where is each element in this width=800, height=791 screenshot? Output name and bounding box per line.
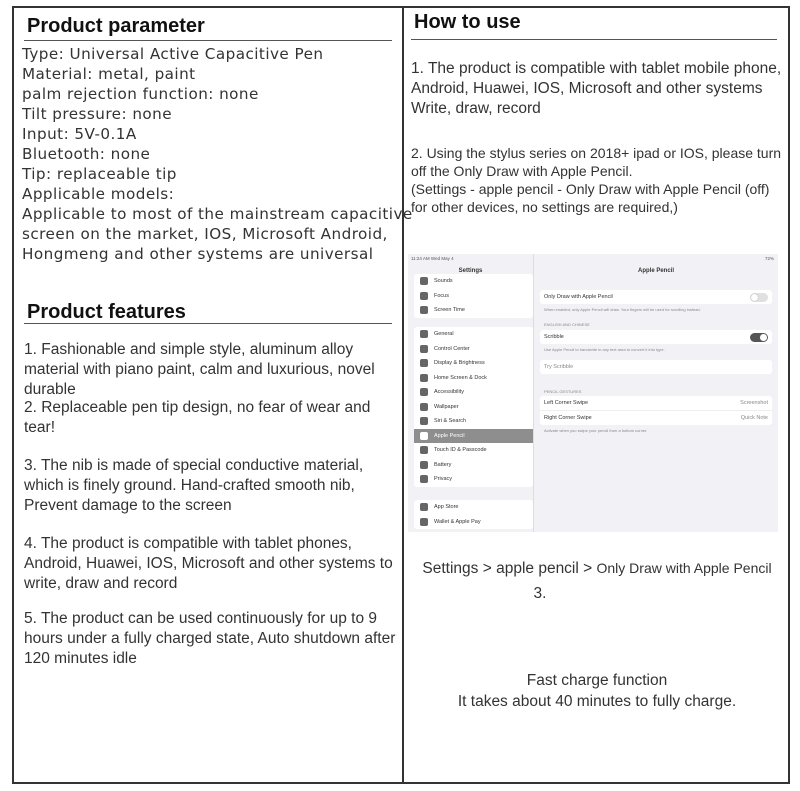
pencil-icon: [420, 432, 428, 440]
pane-title: Apple Pencil: [637, 268, 674, 274]
path-text: Settings > apple pencil >: [422, 560, 597, 577]
siri-icon: [420, 417, 428, 425]
hourglass-icon: [420, 306, 428, 314]
sidebar-item-accessibility[interactable]: [414, 385, 533, 400]
step-1-text: 1. The product is compatible with tablet mobile phone, Android, Huawei, IOS, Microsoft and other systems Write, draw, record: [411, 60, 782, 117]
feature-item: 4. The product is compatible with tablet phones, Android, Huawei, IOS, Microsoft and other systems to write, draw and record: [24, 535, 393, 592]
only-draw-row[interactable]: [540, 290, 772, 304]
param-line: Type: Universal Active Capacitive Pen: [22, 45, 324, 63]
grid-icon: [420, 374, 428, 382]
sidebar-item-label: Battery: [434, 461, 452, 468]
moon-icon: [420, 292, 428, 300]
settings-group: [540, 360, 772, 374]
sidebar-item-display[interactable]: [414, 356, 533, 371]
heading-underline: [24, 40, 392, 41]
sidebar-item-label: Display & Brightness: [434, 360, 485, 367]
param-line: palm rejection function: none: [22, 85, 259, 103]
sidebar-item-label: Wallet & Apple Pay: [434, 518, 481, 525]
sidebar-item-label: Home Screen & Dock: [434, 374, 487, 381]
right-swipe-row[interactable]: [540, 411, 772, 425]
gestures-note: Activate when you swipe your pencil from a bottom corner.: [544, 428, 648, 433]
sidebar-item-sounds[interactable]: [414, 274, 533, 289]
row-value: Quick Note: [740, 415, 768, 421]
row-label: Only Draw with Apple Pencil: [544, 294, 613, 300]
param-line: Applicable to most of the mainstream capacitive: [22, 205, 413, 223]
param-line: Material: metal, paint: [22, 65, 196, 83]
feature-item: 1. Fashionable and simple style, aluminum alloy material with piano paint, calm and luxurious, novel durable: [24, 341, 375, 398]
param-line: screen on the market, IOS, Microsoft Android,: [22, 225, 388, 243]
sidebar-item-control-center[interactable]: [414, 342, 533, 357]
feature-item: 2. Replaceable pen tip design, no fear of wear and tear!: [24, 399, 371, 436]
fast-charge-text: It takes about 40 minutes to fully charge.: [457, 693, 737, 710]
sidebar-item-siri[interactable]: [414, 414, 533, 429]
sidebar-item-label: General: [434, 331, 454, 338]
step-3-label: 3.: [533, 585, 547, 602]
sidebar-item-label: Privacy: [434, 476, 453, 483]
sidebar-item-label: Accessibility: [434, 389, 464, 396]
sidebar-item-touch-id[interactable]: [414, 443, 533, 458]
product-features-heading: Product features: [27, 301, 186, 323]
only-draw-toggle[interactable]: [750, 293, 768, 302]
row-label: Try Scribble: [544, 364, 574, 370]
sidebar-item-wallet[interactable]: [414, 515, 533, 530]
param-line: Applicable models:: [22, 185, 175, 203]
sidebar-item-screen-time[interactable]: [414, 303, 533, 318]
scribble-note: Use Apple Pencil to handwrite in any text area to convert it into type.: [544, 347, 665, 352]
heading-underline: [24, 323, 392, 324]
param-line: Tip: replaceable tip: [22, 165, 177, 183]
sidebar-item-label: Screen Time: [434, 307, 465, 314]
battery-icon: [420, 461, 428, 469]
wallet-icon: [420, 518, 428, 526]
path-text-end: Only Draw with Apple Pencil: [596, 560, 772, 576]
row-value: Screenshot: [740, 400, 768, 406]
app-store-icon: [420, 503, 428, 511]
how-to-use-heading: How to use: [414, 11, 521, 33]
row-label: Left Corner Swipe: [544, 400, 589, 406]
row-label: Right Corner Swipe: [544, 415, 592, 421]
sidebar-item-battery[interactable]: [414, 458, 533, 473]
sidebar-group: [414, 274, 533, 318]
sidebar-group: [414, 327, 533, 487]
sidebar-item-label: Apple Pencil: [434, 432, 465, 439]
sounds-icon: [420, 277, 428, 285]
param-line: Tilt pressure: none: [22, 105, 173, 123]
only-draw-note: When enabled, only Apple Pencil will draw. Your fingers will be used for scrolling instead.: [544, 307, 701, 312]
step-2-text: 2. Using the stylus series on 2018+ ipad or IOS, please turn off the Only Draw with Apple Pencil.: [411, 145, 782, 179]
product-parameter-heading: Product parameter: [27, 15, 205, 37]
settings-sidebar: [408, 254, 534, 532]
brightness-icon: [420, 359, 428, 367]
try-scribble-row[interactable]: [540, 360, 772, 374]
fast-charge-title: Fast charge function: [526, 672, 668, 689]
step-2-note: (Settings - apple pencil - Only Draw with Apple Pencil (off) for other devices, no settings are required,): [411, 181, 770, 215]
row-label: Scribble: [544, 334, 564, 340]
sidebar-item-apple-pencil[interactable]: [414, 429, 533, 444]
left-swipe-row[interactable]: [540, 396, 772, 411]
scribble-row[interactable]: [540, 330, 772, 344]
sidebar-item-label: Control Center: [434, 345, 470, 352]
param-line: Input: 5V-0.1A: [22, 125, 137, 143]
fingerprint-icon: [420, 446, 428, 454]
hand-icon: [420, 475, 428, 483]
settings-group: [540, 290, 772, 304]
section-header: PENCIL GESTURES: [544, 389, 582, 394]
accessibility-icon: [420, 388, 428, 396]
settings-path: [404, 558, 790, 579]
heading-underline: [411, 39, 777, 40]
feature-item: 3. The nib is made of special conductive material, which is finely ground. Hand-crafted smooth nib, Prevent damage to the screen: [24, 457, 364, 514]
section-header: ENGLISH AND CHINESE: [544, 322, 590, 327]
sidebar-item-label: Sounds: [434, 278, 453, 285]
sidebar-item-app-store[interactable]: [414, 500, 533, 515]
scribble-toggle[interactable]: [750, 333, 768, 342]
status-time: 11:24 AM Wed May 4: [411, 256, 454, 261]
settings-group: [540, 330, 772, 344]
status-battery: 72%: [764, 256, 774, 261]
sidebar-item-label: Touch ID & Passcode: [434, 447, 487, 454]
sidebar-item-label: Wallpaper: [434, 403, 459, 410]
gear-icon: [420, 330, 428, 338]
feature-item: 5. The product can be used continuously for up to 9 hours under a fully charged state, Auto shutdown after 120 minutes idle: [24, 610, 396, 667]
flower-icon: [420, 403, 428, 411]
sidebar-item-general[interactable]: [414, 327, 533, 342]
apple-pencil-pane: [534, 254, 778, 532]
toggles-icon: [420, 345, 428, 353]
sidebar-item-label: Focus: [434, 292, 449, 299]
sidebar-group: [414, 500, 533, 529]
sidebar-item-wallpaper[interactable]: [414, 400, 533, 415]
sidebar-item-label: Siri & Search: [434, 418, 467, 425]
settings-group: [540, 396, 772, 425]
sidebar-item-focus[interactable]: [414, 289, 533, 304]
settings-screenshot: [408, 254, 778, 532]
param-line: Hongmeng and other systems are universal: [22, 245, 374, 263]
sidebar-title: Settings: [458, 268, 483, 274]
parameter-list: [22, 44, 413, 264]
sidebar-item-label: App Store: [434, 504, 459, 511]
param-line: Bluetooth: none: [22, 145, 151, 163]
sidebar-item-home-screen[interactable]: [414, 371, 533, 386]
sidebar-item-privacy[interactable]: [414, 472, 533, 487]
